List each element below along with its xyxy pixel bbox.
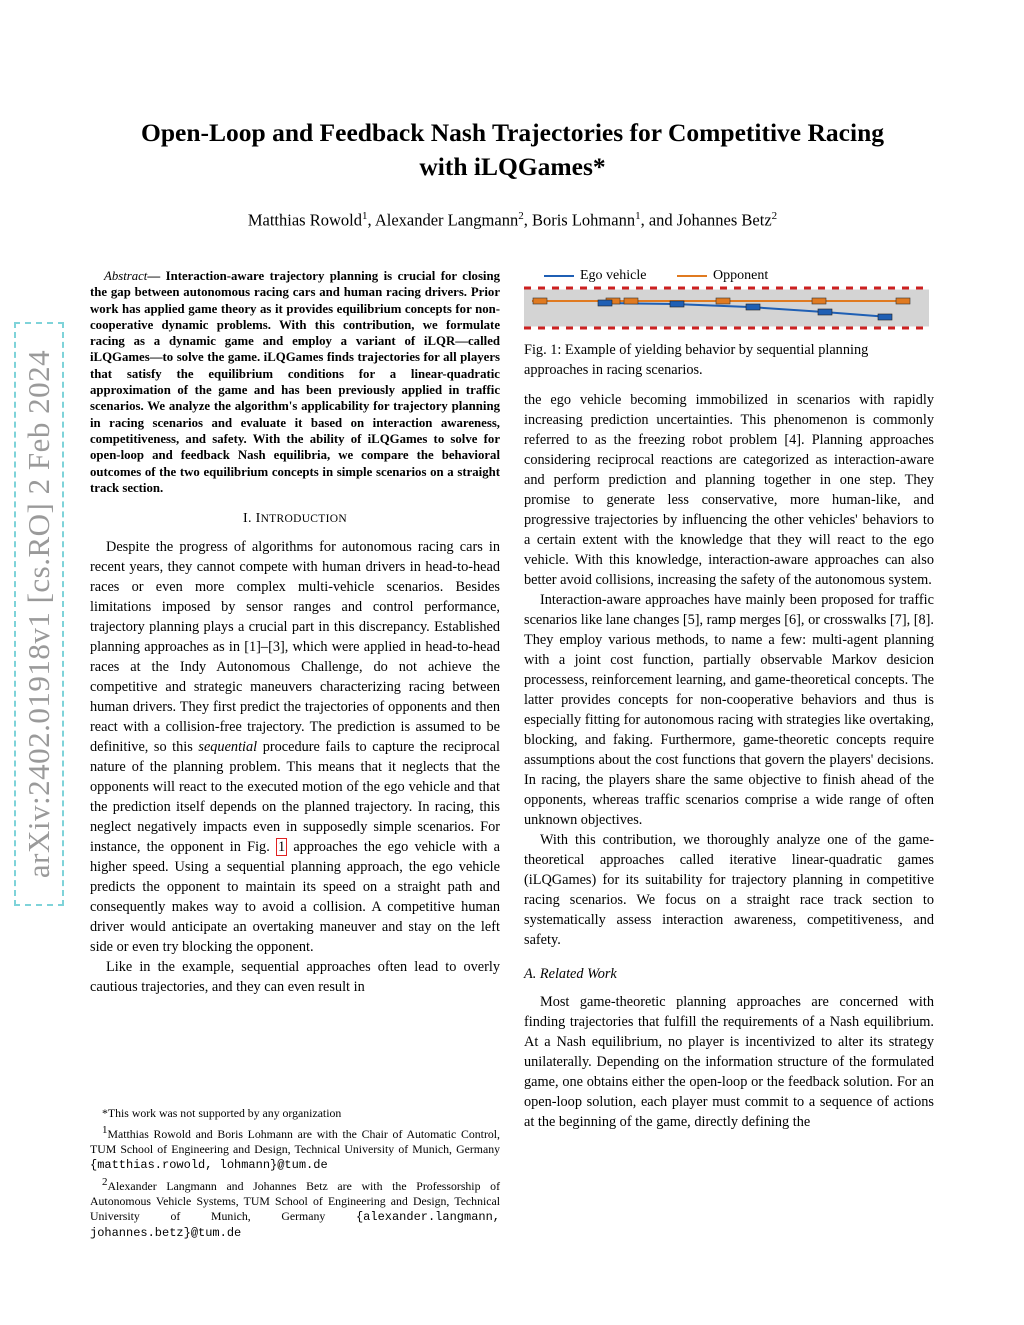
legend-ego [544,266,646,286]
text-run: procedure fails to capture the reciprocal nature of the planning problem. This means that it neglects that the opponents will react to the executed motion of the ego vehicle and that the prediction itself depends on the planned trajectory. In racing, this neglect negatively impacts even in supposedly simple scenarios. For instance, the opponent in Fig. [90,739,500,856]
author-affiliation-sup: 1 [361,210,368,222]
section-title-rest: NTRODUCTION [260,513,347,526]
author-list [90,210,935,231]
figure-legend [524,266,934,282]
section-number: I. [243,511,256,527]
ego-vehicle [598,300,612,306]
footnote-marker: 1 [102,1124,108,1136]
opponent-vehicle [624,298,638,304]
ego-vehicle [818,309,832,315]
related-work-paragraph-1: Most game-theoretic planning approaches are concerned with finding trajectories that fulfill the requirements of a Nash equilibrium. At a Nash equilibrium, no player is incentivized to alter its strategy unilaterally. Depending on the information structure of the formulated game, one obtains either the open-loop or the feedback solution. For an open-loop solution, each player must commit to a sequence of actions at the beginning of the game, directly defining the [524,994,934,1130]
right-paragraph-3: With this contribution, we thoroughly analyze one of the game-theoretical approaches called iterative linear-quadratic games (iLQGames) for its suitability for trajectory planning in competitive racing scenarios. We focus on a straight race track section to systematically assess interaction awareness, competitiveness, and safety. [524,832,934,948]
text-run: Despite the progress of algorithms for autonomous racing cars in recent years, they cannot compete with human drivers in head-to-head races or even more complex multi-vehicle scenarios. Besides limitations imposed by sensor ranges and control performance, trajectory planning plays a crucial part in this discrepancy. Established planning approaches as in [1]–[3], which were applied in head-to-head races at the Indy Autonomous Challenge, do not achieve the competitive and strategic maneuvers characterizing racing between human drivers. They first predict the trajectories of opponents and then react with a collision-free trajectory. The prediction is assumed to be definitive, so this [90,539,500,756]
figure-1-caption: Fig. 1: Example of yielding behavior by sequential planning approaches in racing scenarios. [524,342,869,378]
author-name: Boris Lohmann [531,210,636,230]
left-column [90,268,500,997]
title-line-1: Open-Loop and Feedback Nash Trajectories for Competitive Racing [141,118,884,147]
abstract-label: Abstract [104,269,148,283]
subsection-heading-related-work: A. Related Work [524,966,617,982]
legend-ego-label: Ego vehicle [580,268,647,283]
right-column [524,268,934,1132]
arxiv-id-text: arXiv:2402.01918v1 [cs.RO] 2 Feb 2024 [21,349,56,879]
opponent-vehicle [716,298,730,304]
abstract [90,268,500,496]
author-name: Johannes Betz [676,210,772,230]
ego-vehicle [670,301,684,307]
author-affiliation-sup: 2 [518,210,524,222]
legend-opponent-label: Opponent [713,268,769,283]
legend-opponent-swatch [677,275,707,277]
intro-paragraph-1 [90,537,500,957]
author-name: Matthias Rowold [247,210,362,230]
footnote-affiliation-1 [90,1123,500,1173]
author-affiliation-sup: 1 [635,210,641,222]
author-separator: , and [640,210,677,230]
right-paragraph-1: the ego vehicle becoming immobilized in scenarios with rapidly increasing prediction uncertainties. This phenomenon is commonly referred to as the freezing robot problem [4]. Planning approaches considering reciprocal reactions are categorized as interaction-aware and perform prediction and planning together in one step. They promise to generate less conservative, more human-like, and progressive trajectories by influencing the other vehicles' behaviors to a certain extent with the knowledge that they will react to the ego vehicle. With this knowledge, interaction-aware approaches can also better avoid collisions, increasing the safety of the autonomous system. [524,392,934,588]
right-paragraph-2: Interaction-aware approaches have mainly been proposed for traffic scenarios like lane changes [5], ramp merges [6], or crosswalks [7], [8]. They employ various methods, to name a few: multi-agent planning with a joint cost function, partially observable Markov desicion processess, reinforcement learning, and game-theoretical concepts. The latter provides concepts for non-cooperative behaviors and thus is especially fitting for autonomous racing with strategies like overtaking, blocking, and faking. Furthermore, game-theoretic concepts require assumptions about the cost functions that govern the players' decisions. In racing, the players share the same objective to finish ahead of the opponents, whereas traffic scenarios comprise a wide range of often unknown objectives. [524,592,934,828]
author-separator: , [367,210,375,230]
track-illustration [524,284,934,334]
legend-opponent [677,266,768,286]
opponent-vehicle [896,298,910,304]
footnote-funding: *This work was not supported by any organization [102,1106,342,1120]
footnote-text: Alexander Langmann and Johannes Betz are with the Professorship of Autonomous Vehicle Systems, TUM School of Engineering and Design, Technical University of Munich, Germany [90,1178,500,1223]
paper-title [90,116,935,184]
footnote-affiliation-2 [90,1175,500,1241]
abstract-text: — Interaction-aware trajectory planning is crucial for closing the gap between autonomous racing cars and human racing drivers. Prior work has applied game theory as it provides equilibrium concepts for non-cooperative dynamic problems. With this contribution, we formulate racing as a dynamic game and employ a variant of iLQR—called iLQGames—to solve the game. iLQGames finds trajectories for all players that satisfy the equilibrium conditions for a linear-quadratic approximation of the game and has been previously applied in traffic scenarios. We analyze the algorithm's applicability for trajectory planning in racing scenarios and evaluate it based on interaction awareness, competitiveness, and safety. With the ability of iLQGames to solve for open-loop and feedback Nash equilibria, we compare the behavioral outcomes of the two equilibrium concepts in simple scenarios on a straight track section. [90,269,500,495]
emphasis-text: sequential [198,739,258,756]
author-separator: , [523,210,532,230]
author-affiliation-sup: 2 [771,210,778,222]
footnote-marker: 2 [102,1175,108,1188]
opponent-vehicle [533,298,547,304]
author-name: Alexander Langmann [374,210,519,230]
email-address: {matthias.rowold, lohmann}@tum.de [90,1157,328,1172]
figure-reference-link[interactable]: 1 [278,839,286,856]
footnote-text: Matthias Rowold and Boris Lohmann are with the Chair of Automatic Control, TUM School of Engineering and Design, Technical University of Munich, Germany [90,1126,500,1156]
section-heading-introduction [90,509,500,529]
ego-vehicle [746,304,760,310]
section-title-initial: I [255,511,261,527]
text-run: approaches the ego vehicle with a higher speed. Using a sequential planning approach, the ego vehicle predicts the opponent to maintain its speed on a straight path and consequently makes way to avoid a collision. A competitive human driver would anticipate an overtaking maneuver and stay on the left side or even try blocking the opponent. [90,839,500,956]
intro-paragraph-2: Like in the example, sequential approaches often lead to overly cautious trajectories, and they can even result in [90,959,500,996]
footnotes [90,1106,500,1243]
track-surface [524,287,929,329]
arxiv-stamp [14,322,64,906]
figure-1 [524,266,934,338]
title-line-2: with iLQGames* [419,152,606,181]
legend-ego-swatch [544,275,574,277]
opponent-vehicle [812,298,826,304]
ego-vehicle [878,314,892,320]
email-address: {alexander.langmann, johannes.betz}@tum.de [90,1209,500,1240]
